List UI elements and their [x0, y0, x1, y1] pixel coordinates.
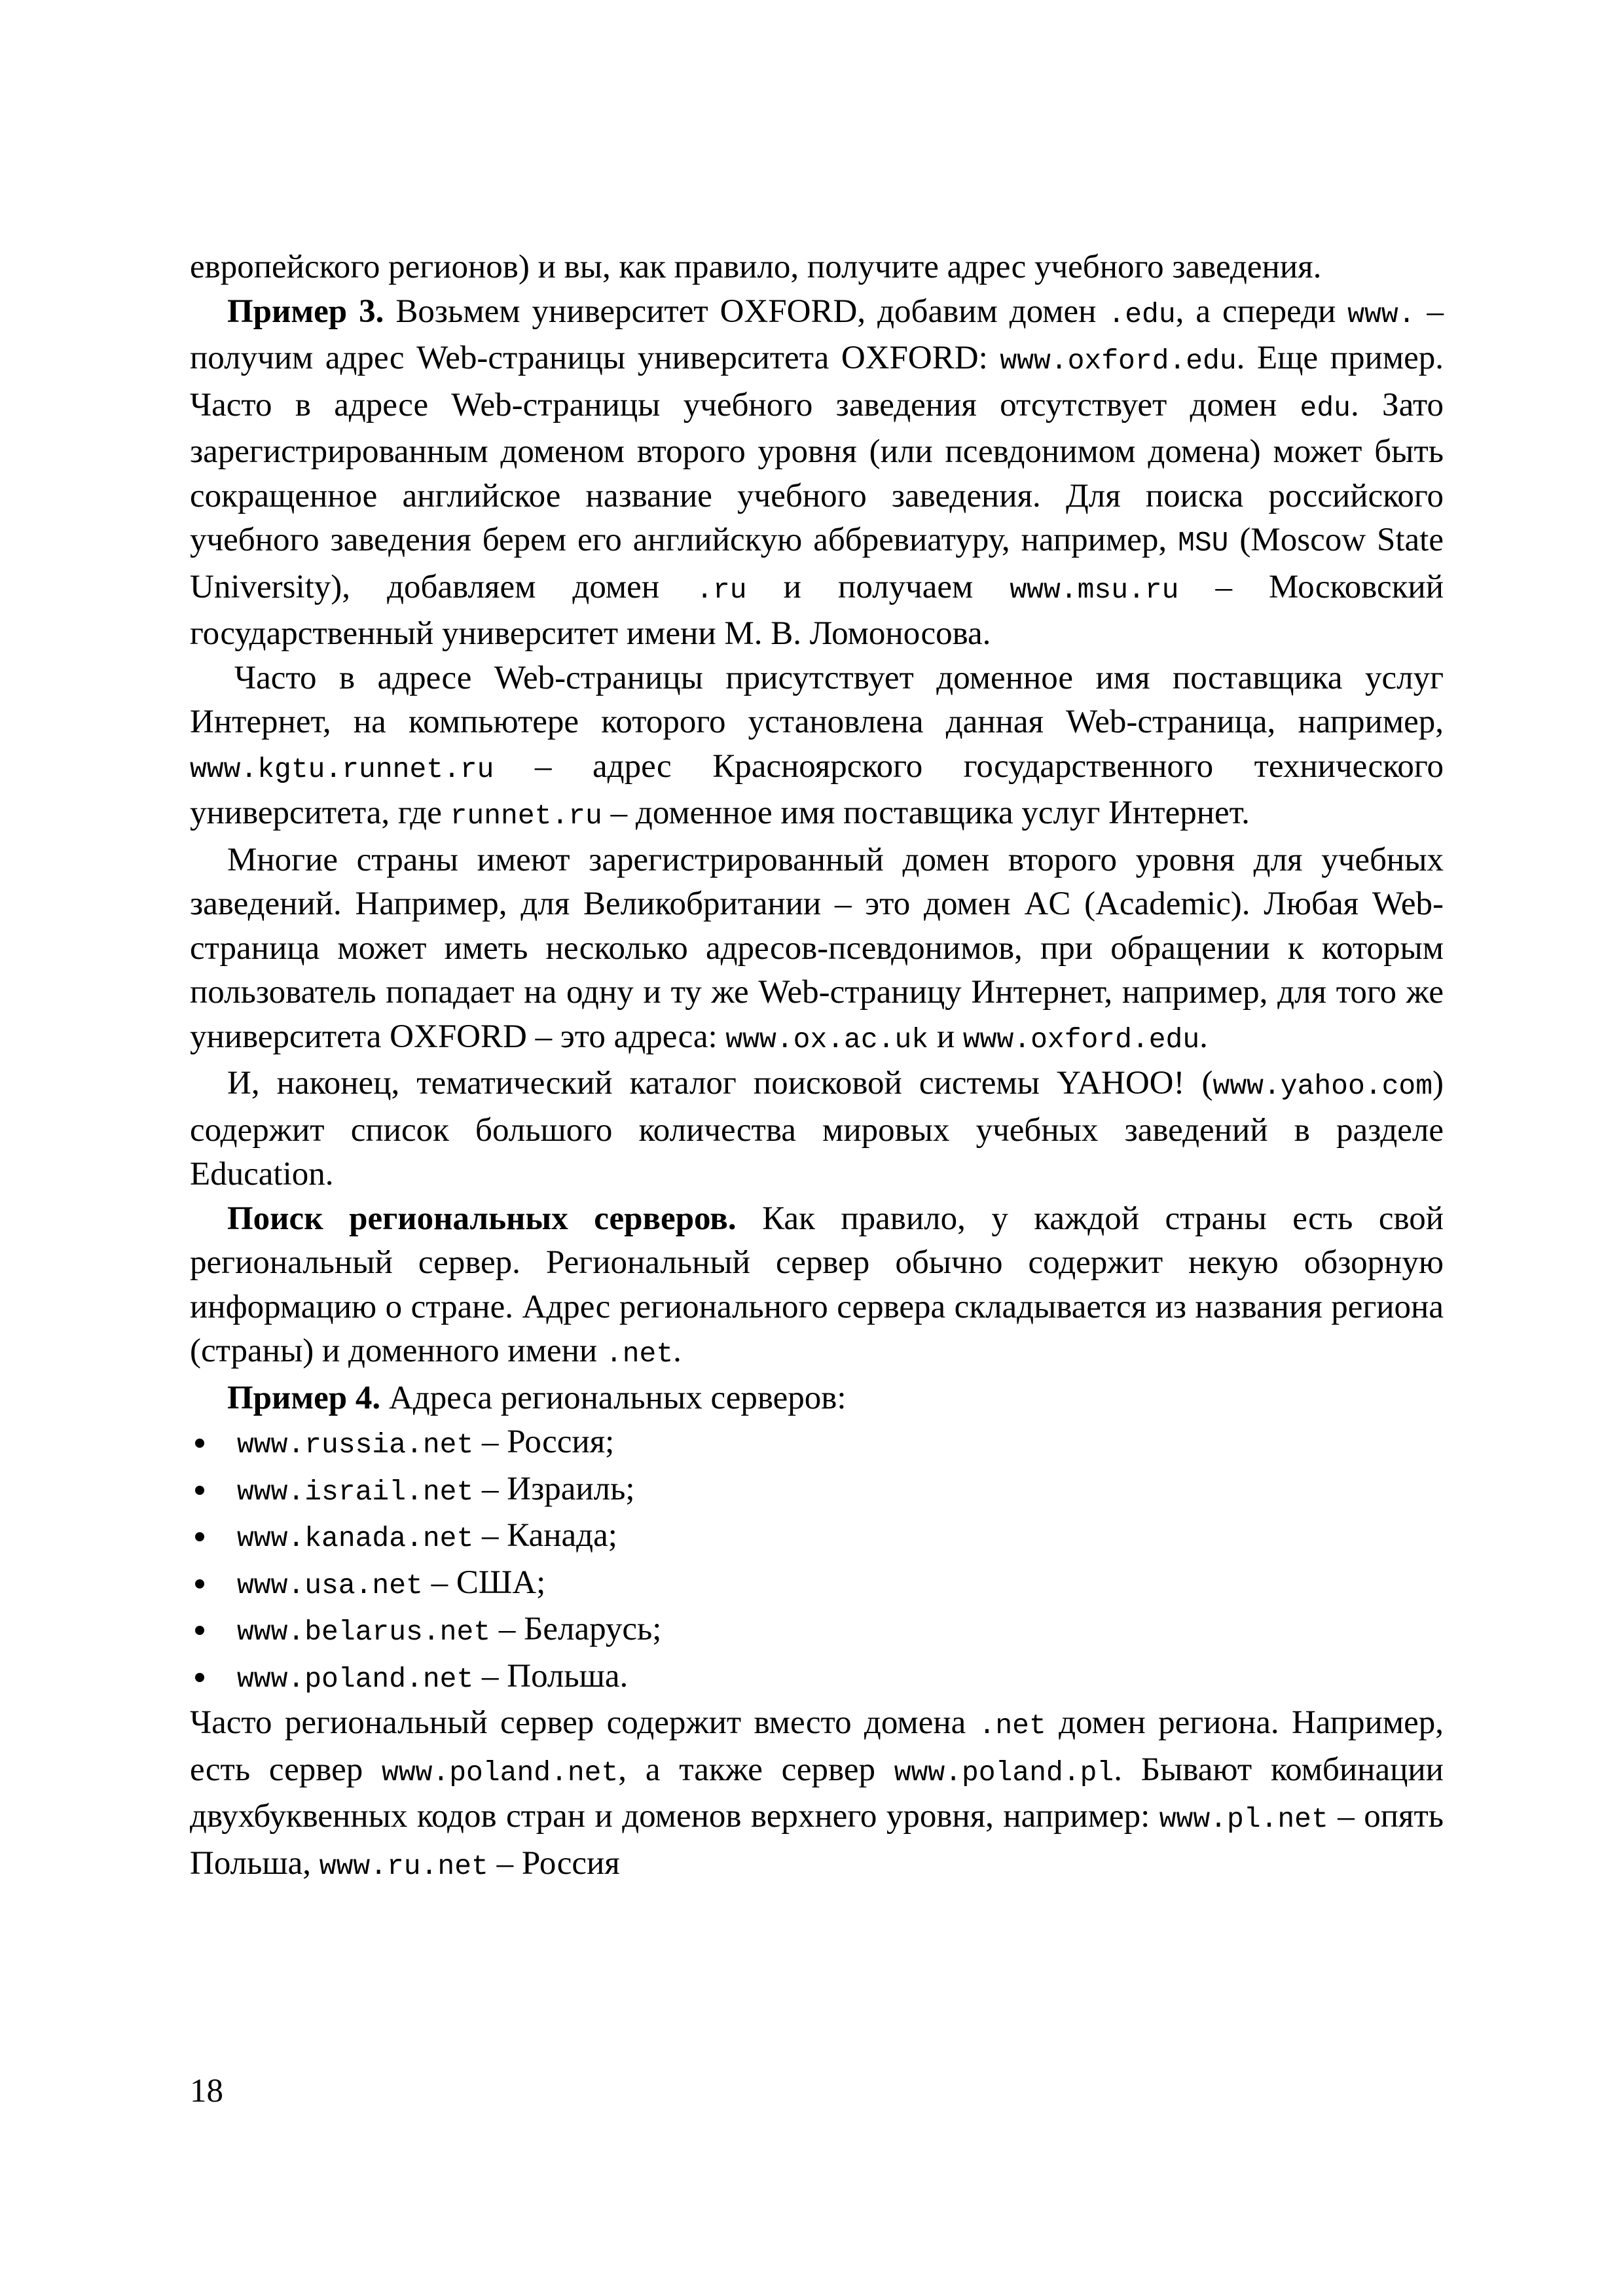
text-run: (Moscow State University), добавляем домен: [190, 522, 1444, 605]
text-run: . Еще пример. Часто в адресе Web-страницы учебного заведения отсутствует домен: [190, 340, 1444, 423]
text-run: ) содержит список большого количества мировых учебных заведений в разделе Education.: [190, 1065, 1444, 1193]
list-item: [190, 1514, 1444, 1561]
code-run: MSU: [1178, 527, 1229, 559]
server-url: www.belarus.net: [237, 1616, 491, 1648]
code-run: www.poland.net: [382, 1756, 619, 1789]
server-url: www.israil.net: [237, 1475, 474, 1508]
page-body: [190, 245, 1444, 1888]
text-run: .: [1199, 1018, 1208, 1055]
bullet-icon: [195, 1626, 204, 1635]
example-label: Пример 3.: [227, 293, 384, 330]
server-url: www.kanada.net: [237, 1522, 474, 1554]
paragraph-country-domains: [190, 838, 1444, 1062]
bullet-icon: [195, 1673, 204, 1682]
code-run: www.oxford.edu: [1000, 345, 1237, 377]
text-run: Адреса региональных серверов:: [380, 1379, 847, 1416]
list-item: [190, 1467, 1444, 1515]
server-list: [190, 1420, 1444, 1701]
code-run: www.ru.net: [319, 1850, 488, 1882]
page-number: 18: [190, 2073, 223, 2109]
text-run: И, наконец, тематический каталог поисковой системы YAHOO! (: [227, 1065, 1213, 1102]
text-run: – опять Польша,: [190, 1798, 1444, 1882]
list-item: [190, 1607, 1444, 1655]
code-run: www.poland.pl: [894, 1756, 1114, 1789]
text-run: и получаем: [746, 568, 1010, 605]
server-country: – Польша.: [473, 1657, 629, 1695]
bullet-icon: [195, 1532, 204, 1541]
code-run: runnet.ru: [450, 800, 602, 832]
code-run: www.pl.net: [1159, 1803, 1328, 1835]
code-run: .net: [605, 1338, 674, 1370]
paragraph-continuation: [190, 245, 1444, 290]
server-url: www.russia.net: [237, 1429, 474, 1461]
text-run: – Московский государственный университет имени М. В. Ломоносова.: [190, 568, 1444, 652]
list-item: [190, 1561, 1444, 1608]
text-run: – доменное имя поставщика услуг Интернет.: [602, 795, 1250, 831]
section-label: Поиск региональных серверов.: [227, 1200, 737, 1237]
list-item: [190, 1655, 1444, 1702]
example-label: Пример 4.: [227, 1379, 381, 1416]
paragraph-example-3: [190, 290, 1444, 656]
paragraph-example-4: [190, 1376, 1444, 1421]
code-run: .ru: [696, 573, 747, 606]
code-run: www.kgtu.runnet.ru: [190, 753, 494, 785]
paragraph-text: европейского регионов) и вы, как правило, получите адрес учебного заведения.: [190, 249, 1322, 285]
server-country: – Израиль;: [473, 1470, 635, 1507]
bullet-icon: [195, 1439, 204, 1448]
text-run: Многие страны имеют зарегистрированный домен второго уровня для учебных заведений. Например, для Великобритании – это домен AC (Academic). Любая Web-страница может иметь несколько адресов-псевдонимов, при обращении к которым пользователь попадает на одну и ту же Web-страницу Интернет, например, для того же университета OXFORD – это адреса:: [190, 841, 1444, 1055]
text-run: – адрес Красноярского государственного технического университета, где: [190, 747, 1444, 831]
text-run: . Бывают комбинации двухбуквенных кодов стран и доменов верхнего уровня, например:: [190, 1751, 1444, 1835]
server-country: – Беларусь;: [490, 1611, 662, 1647]
code-run: www.: [1347, 298, 1415, 331]
text-run: Как правило, у каждой страны есть свой региональный сервер. Региональный сервер обычно содержит некую обзорную информацию о стране. Адрес регионального сервера складывается из названия региона (страны) и доменного имени: [190, 1200, 1444, 1369]
code-run: www.ox.ac.uk: [725, 1023, 929, 1056]
bullet-icon: [195, 1486, 204, 1495]
code-run: www.oxford.edu: [962, 1023, 1200, 1056]
text-run: , а спереди: [1175, 293, 1348, 330]
server-url: www.usa.net: [237, 1569, 423, 1602]
text-run: – получим адрес Web-страницы университета OXFORD:: [190, 293, 1444, 376]
bullet-icon: [195, 1579, 204, 1588]
text-run: .: [673, 1333, 682, 1369]
text-run: Часто региональный сервер содержит вместо домена: [190, 1704, 979, 1741]
code-run: edu: [1300, 391, 1351, 424]
text-run: Возьмем университет OXFORD, добавим домен: [384, 293, 1108, 330]
code-run: .net: [978, 1710, 1046, 1742]
text-run: и: [928, 1018, 963, 1055]
text-run: , а также сервер: [618, 1751, 894, 1788]
code-run: www.msu.ru: [1010, 573, 1179, 606]
paragraph-provider-domain: [190, 656, 1444, 838]
server-country: – Канада;: [473, 1517, 617, 1554]
text-run: – Россия: [488, 1844, 620, 1882]
server-country: – США;: [422, 1564, 546, 1601]
list-item: [190, 1420, 1444, 1467]
server-country: – Россия;: [473, 1424, 615, 1460]
code-run: www.yahoo.com: [1213, 1070, 1433, 1102]
paragraph-yahoo: [190, 1062, 1444, 1197]
text-run: домен региона. Например, есть сервер: [190, 1704, 1444, 1788]
paragraph-regional-servers: [190, 1197, 1444, 1376]
code-run: .edu: [1108, 298, 1176, 331]
paragraph-region-domain: [190, 1701, 1444, 1888]
server-url: www.poland.net: [237, 1662, 474, 1695]
text-run: . Зато зарегистрированным доменом второго уровня (или псевдонимом домена) может быть сокращенное английское название учебного заведения. Для поиска российского учебного заведения берем его английскую аббревиатуру, например,: [190, 386, 1444, 558]
text-run: Часто в адресе Web-страницы присутствует доменное имя поставщика услуг Интернет, на компьютере которого установлена данная Web-страница, например,: [190, 659, 1444, 740]
